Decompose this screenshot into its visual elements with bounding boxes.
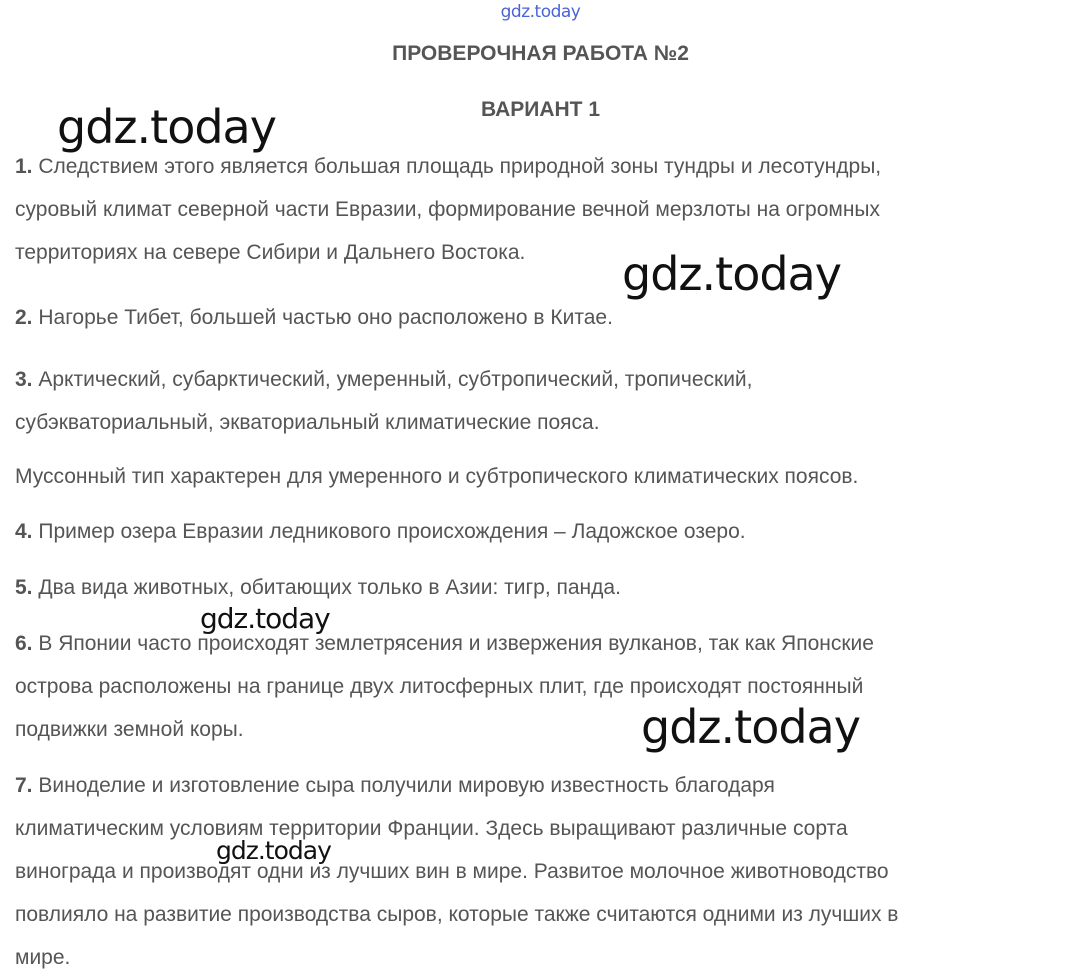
answer-line: мире. [15, 946, 71, 969]
answer-number: 7. [15, 774, 33, 797]
answer-line: 7. Виноделие и изготовление сыра получили мировую известность благодаря [15, 774, 775, 797]
watermark: gdz.today [216, 836, 331, 865]
answer-1 [15, 145, 1075, 274]
variant-heading: ВАРИАНТ 1 [480, 98, 601, 121]
answer-4 [15, 510, 1075, 553]
answer-line: суровый климат северной части Евразии, формирование вечной мерзлоты на огромных [15, 198, 881, 221]
answer-number: 5. [15, 576, 33, 599]
watermark: gdz.today [641, 700, 860, 754]
watermark: gdz.today [622, 247, 841, 301]
answer-2 [15, 296, 1075, 339]
answer-line: климатическим условиям территории Франции. Здесь выращивают различные сорта [15, 817, 848, 840]
answer-line: винограда и производят одни из лучших вин в мире. Развитое молочное животноводство [15, 860, 889, 883]
answer-6 [15, 622, 1075, 751]
answer-line: 5. Два вида животных, обитающих только в Азии: тигр, панда. [15, 576, 621, 599]
answer-line: 6. В Японии часто происходят землетрясения и извержения вулканов, так как Японские [15, 632, 874, 655]
answer-line: подвижки земной коры. [15, 718, 244, 741]
answer-line: 2. Нагорье Тибет, большей частью оно расположено в Китае. [15, 306, 613, 329]
answer-line: территориях на севере Сибири и Дальнего Востока. [15, 241, 526, 264]
document-title: ПРОВЕРОЧНАЯ РАБОТА №2 [392, 42, 689, 65]
answer-number: 3. [15, 368, 33, 391]
answer-7 [15, 764, 1075, 979]
answer-line: 1. Следствием этого является большая площадь природной зоны тундры и лесотундры, [15, 155, 882, 178]
answer-line: острова расположены на границе двух литосферных плит, где происходят постоянный [15, 675, 864, 698]
watermark: gdz.today [200, 602, 330, 635]
top-watermark: gdz.today [500, 2, 581, 22]
answer-number: 4. [15, 520, 33, 543]
answer-line: повлияло на развитие производства сыров, которые также считаются одними из лучших в [15, 903, 899, 926]
answer-line: субэкваториальный, экваториальный климатические пояса. [15, 411, 600, 434]
answer-line: 3. Арктический, субарктический, умеренный, субтропический, тропический, [15, 368, 753, 391]
answer-number: 1. [15, 155, 33, 178]
answer-number: 2. [15, 306, 33, 329]
answer-line: 4. Пример озера Евразии ледникового происхождения – Ладожское озеро. [15, 520, 746, 543]
answer-3 [15, 358, 1075, 444]
answer-number: 6. [15, 632, 33, 655]
answer-line: Муссонный тип характерен для умеренного и субтропического климатических поясов. [15, 465, 859, 488]
answer-5 [15, 566, 1075, 609]
watermark: gdz.today [57, 100, 276, 154]
answer-3-continuation [15, 455, 1075, 498]
